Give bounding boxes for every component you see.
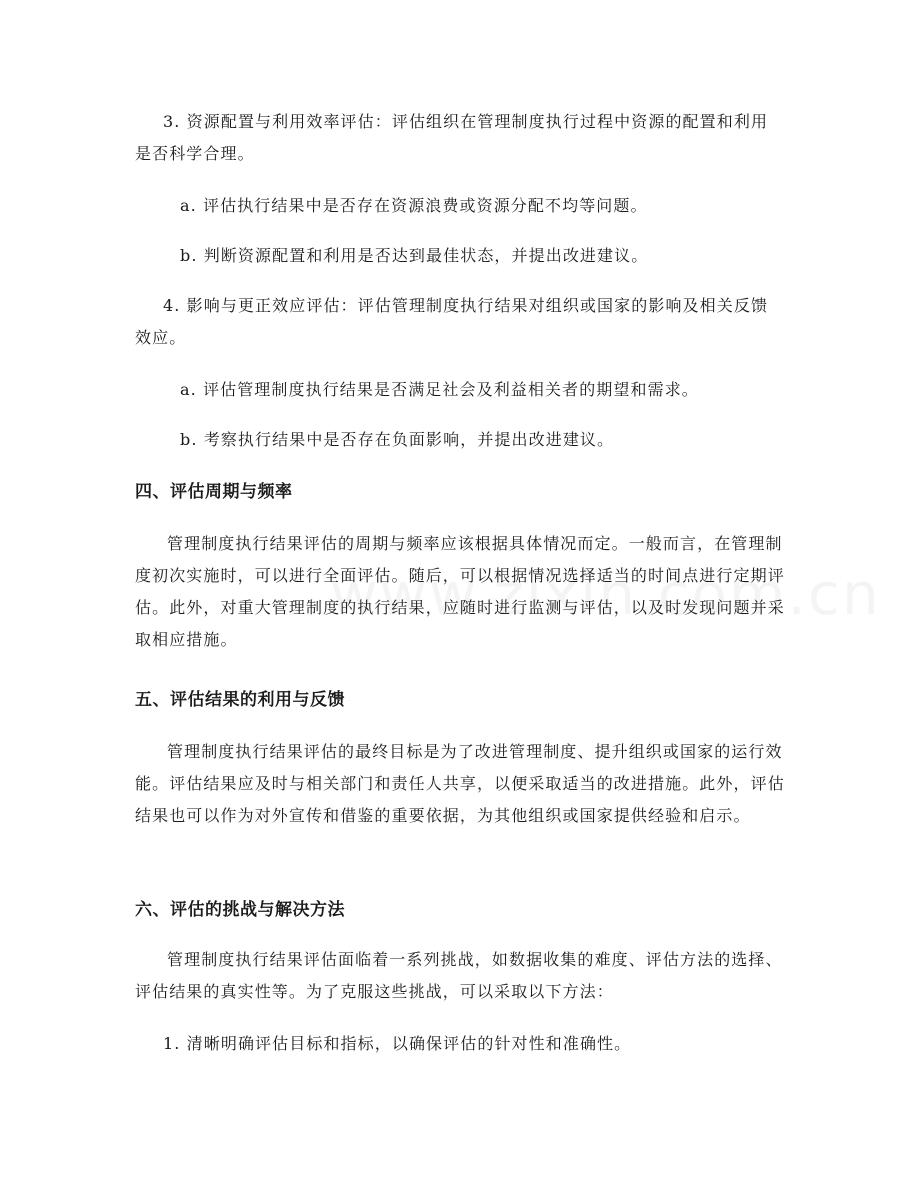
- list-item-final: 1. 清晰明确评估目标和指标，以确保评估的针对性和准确性。: [163, 1034, 632, 1053]
- list-subitem-3b: b. 判断资源配置和利用是否达到最佳状态，并提出改进建议。: [180, 246, 649, 265]
- section-heading-5: 五、评估结果的利用与反馈: [135, 690, 345, 710]
- section-heading-6: 六、评估的挑战与解决方法: [135, 900, 345, 920]
- list-item-3: 3. 资源配置与利用效率评估：评估组织在管理制度执行过程中资源的配置和利用是否科学合理。: [135, 112, 769, 163]
- list-subitem-4a: a. 评估管理制度执行结果是否满足社会及利益相关者的期望和需求。: [180, 380, 699, 399]
- list-subitem-4b: b. 考察执行结果中是否存在负面影响，并提出改进建议。: [180, 430, 615, 449]
- list-subitem-3a: a. 评估执行结果中是否存在资源浪费或资源分配不均等问题。: [180, 196, 648, 215]
- section-heading-4: 四、评估周期与频率: [135, 482, 293, 502]
- section-paragraph-4: 管理制度执行结果评估的周期与频率应该根据具体情况而定。一般而言，在管理制度初次实施时，可以进行全面评估。随后，可以根据情况选择适当的时间点进行定期评估。此外，对重大管理制度的执行结果，应随时进行监测与评估，以及时发现问题并采取相应措施。: [135, 534, 785, 649]
- section-paragraph-6: 管理制度执行结果评估面临着一系列挑战，如数据收集的难度、评估方法的选择、评估结果的真实性等。为了克服这些挑战，可以采取以下方法：: [135, 950, 783, 1001]
- list-item-4: 4. 影响与更正效应评估：评估管理制度执行结果对组织或国家的影响及相关反馈效应。: [135, 296, 769, 347]
- section-paragraph-5: 管理制度执行结果评估的最终目标是为了改进管理制度、提升组织或国家的运行效能。评估结果应及时与相关部门和责任人共享，以便采取适当的改进措施。此外，评估结果也可以作为对外宣传和借鉴的重要依据，为其他组织或国家提供经验和启示。: [135, 742, 785, 825]
